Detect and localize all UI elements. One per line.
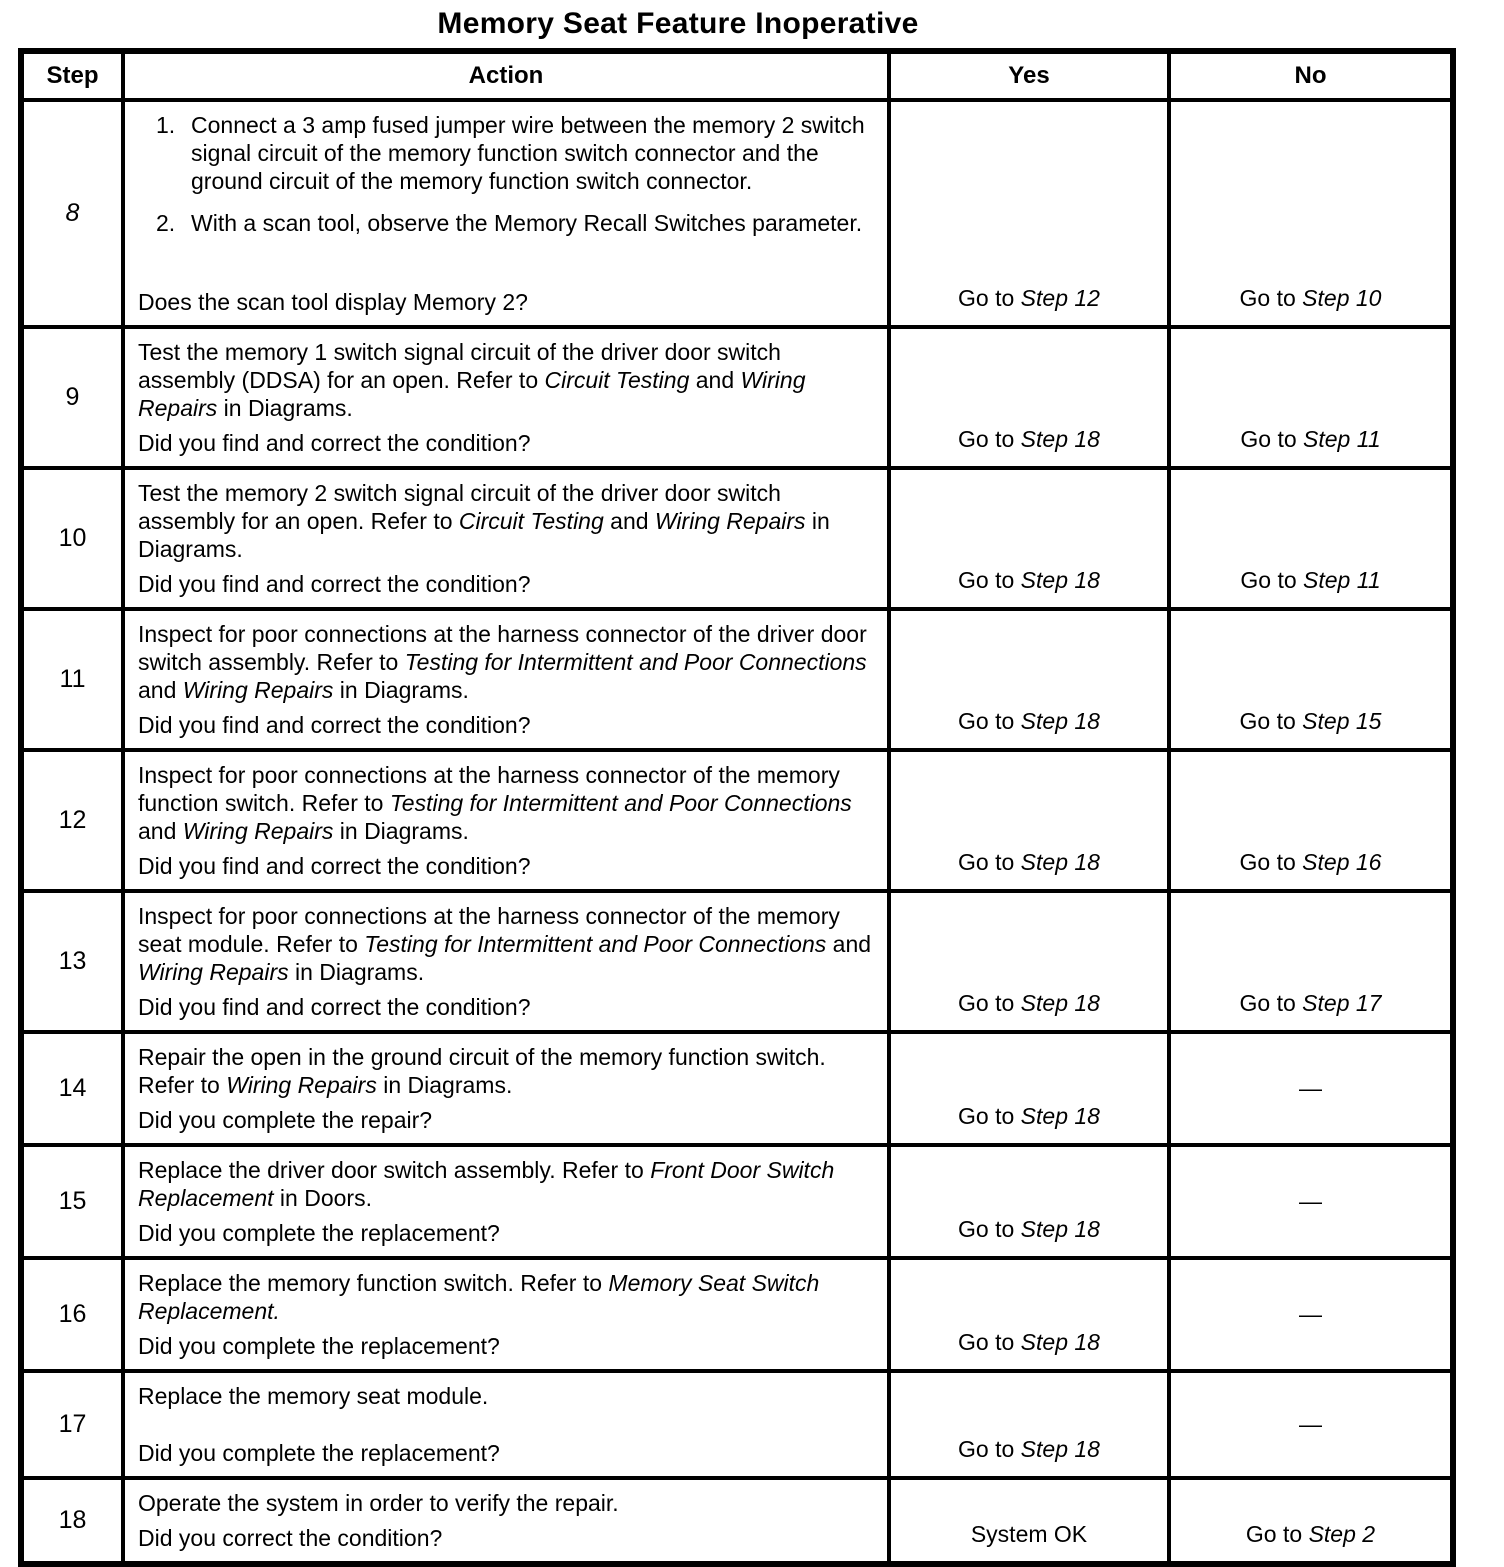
text: Go to (958, 1436, 1021, 1462)
text: Go to (1239, 708, 1303, 734)
text: and (138, 818, 183, 844)
step-number (21, 1371, 123, 1478)
action-question (138, 993, 877, 1021)
italic-text: Testing for Intermittent and Poor Connections (364, 931, 827, 957)
action-cell (123, 1478, 889, 1564)
action-list-item (138, 209, 877, 237)
text: — (1299, 1188, 1322, 1214)
italic-text: Circuit Testing (458, 508, 604, 534)
text: and (689, 367, 741, 393)
table-row (21, 100, 1453, 327)
step-number (21, 1258, 123, 1371)
text: Replace the memory function switch. Refer to (138, 1270, 609, 1296)
action-cell (123, 1258, 889, 1371)
italic-text: Step 15 (1302, 708, 1382, 734)
text: Operate the system in order to verify the repair. (138, 1490, 619, 1516)
no-cell (1169, 1478, 1453, 1564)
text: Did you complete the replacement? (138, 1333, 500, 1359)
action-cell (123, 750, 889, 891)
text: 10 (58, 524, 87, 552)
italic-text: Step 18 (1020, 1216, 1100, 1242)
text: and (138, 677, 183, 703)
action-cell (123, 327, 889, 468)
step-number (21, 468, 123, 609)
table-row (21, 1478, 1453, 1564)
text: 13 (58, 947, 87, 975)
list-text (191, 209, 877, 237)
action-question (138, 711, 877, 739)
no-cell (1169, 750, 1453, 891)
action-text (138, 479, 877, 563)
italic-text: Step 17 (1302, 990, 1382, 1016)
italic-text: Step 18 (1020, 849, 1100, 875)
text: Did you complete the repair? (138, 1107, 433, 1133)
text: Does the scan tool display Memory 2? (138, 289, 528, 315)
yes-cell (889, 100, 1169, 327)
action-cell (123, 1371, 889, 1478)
text: Go to (958, 849, 1021, 875)
action-body (138, 1043, 877, 1099)
no-cell (1169, 1145, 1453, 1258)
text: Did you find and correct the condition? (138, 994, 531, 1020)
no-cell (1169, 891, 1453, 1032)
step-number (21, 1478, 123, 1564)
action-body (138, 761, 877, 845)
action-body (138, 1156, 877, 1212)
italic-text: Step 18 (1020, 567, 1100, 593)
yes-cell (889, 1371, 1169, 1478)
action-cell (123, 468, 889, 609)
text: Go to (958, 1329, 1021, 1355)
italic-text: Wiring Repairs (138, 367, 806, 421)
text: Connect a 3 amp fused jumper wire between the memory 2 switch signal circuit of the memory function switch connector and the ground circuit of the memory function switch connector. (191, 112, 865, 194)
text: Go to (1240, 567, 1304, 593)
no-cell (1169, 1258, 1453, 1371)
action-question (138, 1106, 877, 1134)
text: 15 (58, 1187, 87, 1215)
text: Go to (1239, 990, 1303, 1016)
text: Go to (1240, 426, 1304, 452)
yes-cell (889, 468, 1169, 609)
step-number (21, 1032, 123, 1145)
text: System OK (970, 1521, 1088, 1547)
text: in Doors. (273, 1185, 372, 1211)
text: Did you complete the replacement? (138, 1440, 500, 1466)
italic-text: Step 2 (1308, 1521, 1376, 1547)
table-row (21, 327, 1453, 468)
italic-text: Memory Seat Switch Replacement. (138, 1270, 820, 1324)
italic-text: Step 18 (1020, 426, 1100, 452)
text: Go to (958, 1103, 1021, 1129)
step-number (21, 1145, 123, 1258)
no-cell (1169, 609, 1453, 750)
italic-text: Testing for Intermittent and Poor Connections (404, 649, 867, 675)
col-header-yes: Yes (889, 51, 1169, 100)
action-cell (123, 1145, 889, 1258)
yes-cell (889, 327, 1169, 468)
italic-text: Wiring Repairs (182, 677, 334, 703)
no-cell (1169, 468, 1453, 609)
action-text (138, 1382, 877, 1410)
action-question (138, 1332, 877, 1360)
no-cell (1169, 1032, 1453, 1145)
italic-text: Wiring Repairs (226, 1072, 377, 1098)
text: Go to (1239, 285, 1303, 311)
text: Go to (958, 1216, 1021, 1242)
text: Test the memory 2 switch signal circuit of the driver door switch assembly for an open. Refer to (138, 480, 781, 534)
action-text (138, 620, 877, 704)
text: in Diagrams. (376, 1072, 513, 1098)
action-body (138, 1489, 877, 1517)
no-cell (1169, 1371, 1453, 1478)
italic-text: Step 11 (1303, 426, 1381, 452)
text: Go to (1245, 1521, 1309, 1547)
yes-cell (889, 609, 1169, 750)
text: Repair the open in the ground circuit of the memory function switch. Refer to (138, 1044, 826, 1098)
yes-cell (889, 1478, 1169, 1564)
text: Test the memory 1 switch signal circuit of the driver door switch assembly (DDSA) for an open. Refer to (138, 339, 781, 393)
table-row (21, 1258, 1453, 1371)
table-row (21, 609, 1453, 750)
text: Go to (958, 567, 1021, 593)
table-row (21, 1371, 1453, 1478)
action-list-item (138, 111, 877, 195)
text: in Diagrams. (138, 508, 830, 562)
text: Did you complete the replacement? (138, 1220, 500, 1246)
list-text (191, 111, 877, 195)
text: Go to (958, 285, 1021, 311)
header-row (21, 51, 1453, 100)
text: Replace the driver door switch assembly. Refer to (138, 1157, 651, 1183)
text: — (1299, 1075, 1322, 1101)
table-row (21, 1145, 1453, 1258)
text: Did you find and correct the condition? (138, 853, 531, 879)
italic-text: Front Door Switch Replacement (138, 1157, 835, 1211)
text: 16 (58, 1300, 87, 1328)
italic-text: Step 18 (1020, 708, 1100, 734)
action-question (138, 1524, 877, 1552)
action-cell (123, 609, 889, 750)
action-cell (123, 891, 889, 1032)
yes-cell (889, 891, 1169, 1032)
yes-cell (889, 750, 1169, 891)
italic-text: Step 10 (1302, 285, 1382, 311)
step-number (21, 750, 123, 891)
text: 9 (65, 383, 80, 411)
action-body (138, 1382, 877, 1410)
action-text (138, 338, 877, 422)
table-row (21, 1032, 1453, 1145)
text: 18 (58, 1506, 87, 1534)
step-number (21, 327, 123, 468)
action-text (138, 1156, 877, 1212)
italic-text: Step 16 (1302, 849, 1382, 875)
text: Go to (958, 426, 1021, 452)
text: 12 (58, 806, 87, 834)
step-number (21, 100, 123, 327)
action-question (138, 1219, 877, 1247)
italic-text: 8 (65, 199, 80, 227)
yes-cell (889, 1258, 1169, 1371)
action-text (138, 1043, 877, 1099)
text: in Diagrams. (333, 677, 469, 703)
italic-text: Wiring Repairs (182, 818, 334, 844)
text: in Diagrams. (288, 959, 425, 985)
italic-text: Wiring Repairs (654, 508, 806, 534)
text: in Diagrams. (217, 395, 353, 421)
italic-text: Wiring Repairs (138, 959, 289, 985)
action-text (138, 902, 877, 986)
text: in Diagrams. (333, 818, 469, 844)
text: 17 (58, 1410, 87, 1438)
text: and (826, 931, 872, 957)
table-body (21, 100, 1453, 1564)
italic-text: Step 12 (1020, 285, 1100, 311)
table-row (21, 750, 1453, 891)
text: — (1299, 1411, 1322, 1437)
text: Inspect for poor connections at the harness connector of the memory seat module. Refer to (138, 903, 840, 957)
action-cell (123, 100, 889, 327)
text: Replace the memory seat module. (138, 1383, 489, 1409)
yes-cell (889, 1145, 1169, 1258)
text: Did you correct the condition? (138, 1525, 443, 1551)
list-number: 2. (156, 210, 176, 236)
action-question (138, 570, 877, 598)
text: With a scan tool, observe the Memory Recall Switches parameter. (191, 210, 863, 236)
page-title: Memory Seat Feature Inoperative (437, 7, 919, 40)
text: 11 (59, 665, 86, 693)
col-header-action: Action (123, 51, 889, 100)
step-number (21, 609, 123, 750)
col-header-step: Step (21, 51, 123, 100)
italic-text: Step 11 (1303, 567, 1381, 593)
action-question (138, 429, 877, 457)
yes-cell (889, 1032, 1169, 1145)
text: Inspect for poor connections at the harness connector of the driver door switch assembly. Refer to (138, 621, 867, 675)
text: Go to (958, 708, 1021, 734)
col-header-no: No (1169, 51, 1453, 100)
action-body (138, 620, 877, 704)
text: Did you find and correct the condition? (138, 712, 531, 738)
text: and (603, 508, 655, 534)
text: 14 (58, 1074, 87, 1102)
italic-text: Step 18 (1020, 1329, 1100, 1355)
text: Did you find and correct the condition? (138, 571, 531, 597)
step-number (21, 891, 123, 1032)
text: Go to (1239, 849, 1303, 875)
text: Go to (958, 990, 1021, 1016)
action-body (138, 902, 877, 986)
italic-text: Circuit Testing (544, 367, 690, 393)
diagnostic-table (18, 48, 1456, 1567)
table-row (21, 891, 1453, 1032)
action-text (138, 761, 877, 845)
action-body (138, 1269, 877, 1325)
no-cell (1169, 100, 1453, 327)
action-question (138, 288, 877, 316)
action-question (138, 852, 877, 880)
no-cell (1169, 327, 1453, 468)
italic-text: Step 18 (1020, 990, 1100, 1016)
text: Did you find and correct the condition? (138, 430, 531, 456)
table-row (21, 468, 1453, 609)
action-cell (123, 1032, 889, 1145)
action-body (138, 479, 877, 563)
italic-text: Step 18 (1020, 1103, 1100, 1129)
list-number: 1. (156, 112, 176, 138)
italic-text: Testing for Intermittent and Poor Connections (389, 790, 852, 816)
action-text (138, 1269, 877, 1325)
italic-text: Step 18 (1020, 1436, 1100, 1462)
text: Inspect for poor connections at the harness connector of the memory function switch. Refer to (138, 762, 840, 816)
text: — (1299, 1301, 1322, 1327)
action-text (138, 1489, 877, 1517)
action-question (138, 1439, 877, 1467)
action-body (138, 111, 877, 237)
action-body (138, 338, 877, 422)
